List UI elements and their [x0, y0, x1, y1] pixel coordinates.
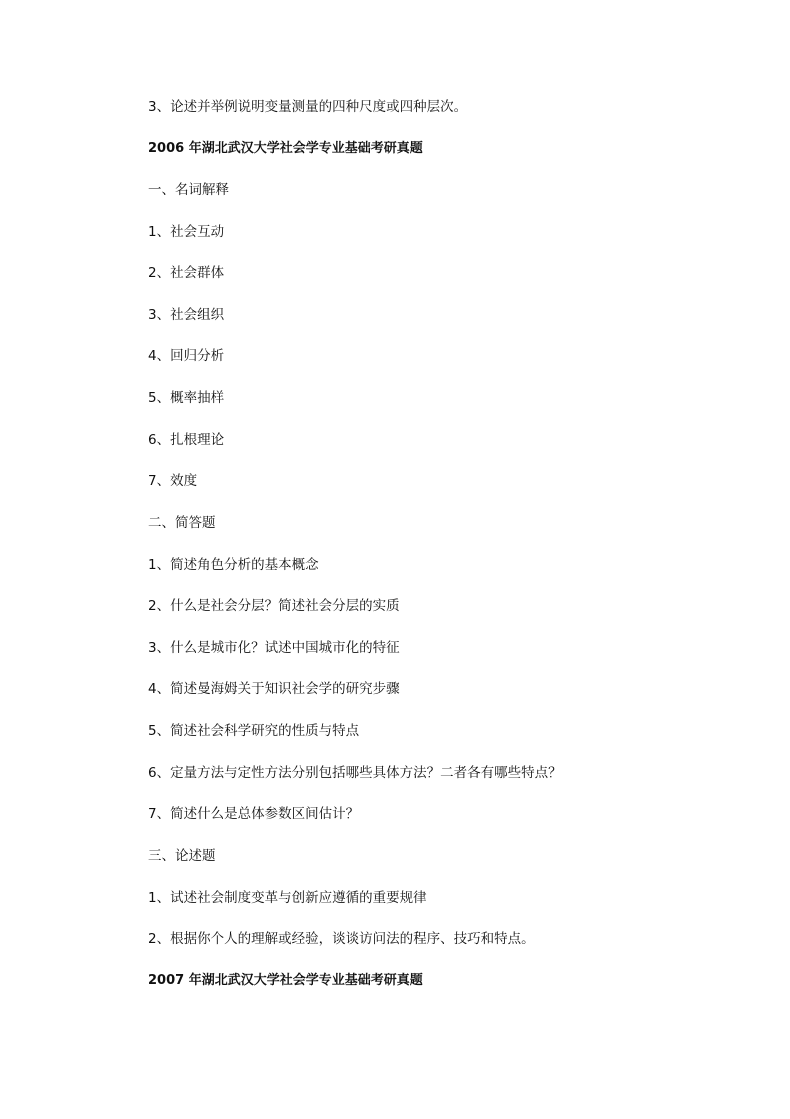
essay-item-1: 1、试述社会制度变革与创新应遵循的重要规律: [148, 890, 427, 906]
essay-item-2: 2、根据你个人的理解或经验，谈谈访问法的程序、技巧和特点。: [148, 931, 535, 947]
term-item-1: 1、社会互动: [148, 224, 225, 240]
section-short-answer: 二、简答题: [148, 515, 216, 531]
term-item-6: 6、扎根理论: [148, 432, 225, 448]
term-item-3: 3、社会组织: [148, 307, 225, 323]
term-item-2: 2、社会群体: [148, 265, 225, 281]
short-answer-item-6: 6、定量方法与定性方法分别包括哪些具体方法？二者各有哪些特点？: [148, 765, 562, 781]
short-answer-item-5: 5、简述社会科学研究的性质与特点: [148, 723, 360, 739]
exam-title-2007: 2007 年湖北武汉大学社会学专业基础考研真题: [148, 973, 423, 988]
term-item-5: 5、概率抽样: [148, 390, 225, 406]
section-essay: 三、论述题: [148, 848, 216, 864]
term-item-7: 7、效度: [148, 473, 198, 489]
short-answer-item-1: 1、简述角色分析的基本概念: [148, 557, 319, 573]
short-answer-item-7: 7、简述什么是总体参数区间估计？: [148, 806, 360, 822]
term-item-4: 4、回归分析: [148, 348, 225, 364]
short-answer-item-4: 4、简述曼海姆关于知识社会学的研究步骤: [148, 681, 400, 697]
exam-title-2006: 2006 年湖北武汉大学社会学专业基础考研真题: [148, 141, 423, 156]
essay-question-3: 3、论述并举例说明变量测量的四种尺度或四种层次。: [148, 99, 468, 115]
short-answer-item-2: 2、什么是社会分层？简述社会分层的实质: [148, 598, 400, 614]
short-answer-item-3: 3、什么是城市化？试述中国城市化的特征: [148, 640, 400, 656]
section-term-definitions: 一、名词解释: [148, 182, 229, 198]
